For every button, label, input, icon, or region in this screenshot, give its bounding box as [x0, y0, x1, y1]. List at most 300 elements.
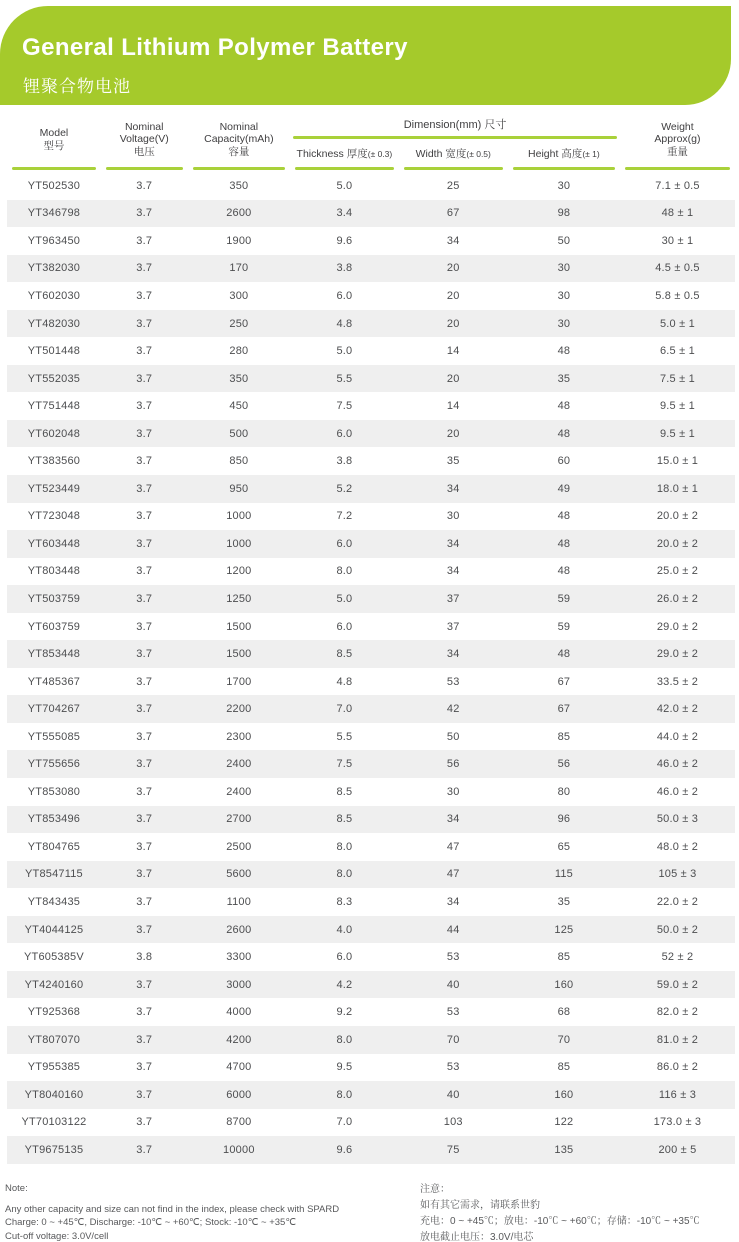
weight-header-cn: 重量	[666, 145, 688, 158]
cell-width: 47	[446, 840, 460, 853]
cell-weight: 82.0 ± 2	[656, 1006, 699, 1019]
cell-voltage: 3.7	[136, 427, 153, 440]
cell-thickness: 8.5	[336, 785, 353, 798]
cell-capacity: 2400	[226, 758, 252, 771]
cell-height: 30	[557, 289, 571, 302]
table-row	[7, 585, 735, 613]
table-row	[7, 530, 735, 558]
cell-thickness: 7.0	[336, 1116, 353, 1129]
cell-voltage: 3.7	[136, 207, 153, 220]
cell-thickness: 5.0	[336, 179, 353, 192]
cell-height: 80	[557, 785, 571, 798]
cell-height: 50	[557, 234, 571, 247]
cell-voltage: 3.7	[136, 455, 153, 468]
cell-weight: 26.0 ± 2	[656, 592, 699, 605]
column-header-dimension-group	[290, 112, 620, 139]
cell-voltage: 3.7	[136, 868, 153, 881]
cell-capacity: 850	[229, 455, 249, 468]
cell-capacity: 450	[229, 400, 249, 413]
height-tolerance: (± 1)	[582, 148, 600, 159]
cell-height: 59	[557, 620, 571, 633]
dimension-group-label: Dimension(mm) 尺寸	[403, 119, 507, 131]
table-row	[7, 310, 735, 338]
table-row	[7, 282, 735, 310]
table-row	[7, 723, 735, 751]
cell-voltage: 3.7	[136, 400, 153, 413]
cell-weight: 9.5 ± 1	[659, 427, 695, 440]
cell-width: 34	[446, 234, 460, 247]
cell-width: 14	[446, 400, 460, 413]
cell-weight: 9.5 ± 1	[659, 400, 695, 413]
table-row	[7, 447, 735, 475]
cell-height: 35	[557, 372, 571, 385]
cell-model: YT4240160	[24, 978, 84, 991]
model-header-cn: 型号	[43, 139, 65, 152]
cell-thickness: 9.6	[336, 1143, 353, 1156]
cell-height: 135	[554, 1143, 574, 1156]
cell-thickness: 5.5	[336, 372, 353, 385]
cell-capacity: 1500	[226, 648, 252, 661]
cell-voltage: 3.7	[136, 1143, 153, 1156]
table-row	[7, 558, 735, 586]
cell-width: 34	[446, 537, 460, 550]
cell-width: 20	[446, 317, 460, 330]
cell-thickness: 4.8	[336, 317, 353, 330]
cell-width: 53	[446, 951, 460, 964]
cell-model: YT602048	[27, 427, 81, 440]
table-row	[7, 613, 735, 641]
cell-voltage: 3.7	[136, 1088, 153, 1101]
cell-voltage: 3.7	[136, 675, 153, 688]
cell-voltage: 3.7	[136, 262, 153, 275]
cell-thickness: 4.8	[336, 675, 353, 688]
cell-capacity: 350	[229, 372, 249, 385]
note-line2-cn: 充电：0 ~ +45℃；放电：-10℃ ~ +60℃；存储：-10℃ ~ +35℃	[420, 1216, 700, 1227]
cell-voltage: 3.7	[136, 565, 153, 578]
cell-width: 34	[446, 895, 460, 908]
cell-capacity: 300	[229, 289, 249, 302]
cell-height: 85	[557, 951, 571, 964]
table-body	[7, 172, 735, 1164]
cell-weight: 20.0 ± 2	[656, 537, 699, 550]
cell-height: 160	[554, 978, 574, 991]
cell-capacity: 2200	[226, 703, 252, 716]
cell-capacity: 2300	[226, 730, 252, 743]
cell-capacity: 500	[229, 427, 249, 440]
cell-voltage: 3.7	[136, 895, 153, 908]
cell-capacity: 1900	[226, 234, 252, 247]
cell-width: 56	[446, 758, 460, 771]
cell-thickness: 8.5	[336, 813, 353, 826]
footer-notes	[5, 1182, 735, 1242]
cell-width: 67	[446, 207, 460, 220]
thickness-header-label: Thickness 厚度	[296, 147, 368, 160]
cell-weight: 116 ± 3	[658, 1088, 697, 1101]
cell-voltage: 3.7	[136, 317, 153, 330]
note-line1-cn: 如有其它需求，请联系世豹	[420, 1200, 540, 1211]
cell-model: YT4044125	[24, 923, 84, 936]
cell-model: YT803448	[27, 565, 81, 578]
cell-weight: 25.0 ± 2	[656, 565, 699, 578]
cell-model: YT503759	[27, 592, 81, 605]
cell-model: YT9675135	[24, 1143, 84, 1156]
cell-thickness: 5.5	[336, 730, 353, 743]
cell-width: 34	[446, 482, 460, 495]
cell-thickness: 6.0	[336, 427, 353, 440]
cell-capacity: 3000	[226, 978, 252, 991]
cell-height: 60	[557, 455, 571, 468]
cell-height: 49	[557, 482, 571, 495]
cell-height: 48	[557, 537, 571, 550]
cell-height: 48	[557, 345, 571, 358]
table-header	[7, 112, 735, 170]
cell-capacity: 4200	[226, 1033, 252, 1046]
cell-capacity: 2400	[226, 785, 252, 798]
cell-model: YT853080	[27, 785, 81, 798]
model-header-en: Model	[39, 127, 69, 139]
cell-voltage: 3.7	[136, 730, 153, 743]
cell-width: 37	[446, 620, 460, 633]
cell-height: 30	[557, 262, 571, 275]
thickness-header-underline	[295, 167, 393, 170]
cell-voltage: 3.7	[136, 758, 153, 771]
cell-thickness: 3.4	[336, 207, 353, 220]
cell-width: 14	[446, 345, 460, 358]
cell-voltage: 3.7	[136, 840, 153, 853]
weight-header-underline	[625, 167, 730, 170]
cell-capacity: 1000	[226, 537, 252, 550]
cell-model: YT383560	[27, 455, 81, 468]
cell-width: 40	[446, 1088, 460, 1101]
cell-voltage: 3.7	[136, 1061, 153, 1074]
table-row	[7, 1026, 735, 1054]
cell-model: YT704267	[27, 703, 81, 716]
cell-capacity: 4000	[226, 1006, 252, 1019]
table-row	[7, 337, 735, 365]
cell-model: YT955385	[27, 1061, 81, 1074]
cell-weight: 22.0 ± 2	[656, 895, 699, 908]
cell-weight: 200 ± 5	[658, 1143, 697, 1156]
cell-model: YT853496	[27, 813, 81, 826]
cell-height: 30	[557, 317, 571, 330]
cell-model: YT603448	[27, 537, 81, 550]
table-row	[7, 172, 735, 200]
column-header-voltage	[101, 112, 188, 170]
table-row	[7, 750, 735, 778]
page-title: General Lithium Polymer Battery	[22, 34, 408, 61]
cell-weight: 48.0 ± 2	[656, 840, 699, 853]
table-row	[7, 998, 735, 1026]
cell-height: 48	[557, 565, 571, 578]
table-row	[7, 916, 735, 944]
cell-thickness: 8.0	[336, 1088, 353, 1101]
table-row	[7, 200, 735, 228]
table-row	[7, 1109, 735, 1137]
cell-height: 59	[557, 592, 571, 605]
cell-voltage: 3.7	[136, 289, 153, 302]
column-header-model	[7, 112, 101, 170]
cell-model: YT804765	[27, 840, 81, 853]
column-header-weight	[620, 112, 735, 170]
cell-weight: 30 ± 1	[661, 234, 694, 247]
cell-weight: 20.0 ± 2	[656, 510, 699, 523]
cell-capacity: 2700	[226, 813, 252, 826]
table-row	[7, 861, 735, 889]
cell-width: 20	[446, 372, 460, 385]
cell-width: 35	[446, 455, 460, 468]
cell-voltage: 3.8	[136, 951, 153, 964]
table-row	[7, 1136, 735, 1164]
cell-capacity: 1700	[226, 675, 252, 688]
cell-model: YT346798	[27, 207, 81, 220]
notes-english	[5, 1182, 420, 1242]
cell-model: YT555085	[27, 730, 81, 743]
cell-thickness: 8.3	[336, 895, 353, 908]
cell-height: 70	[557, 1033, 571, 1046]
cell-height: 160	[554, 1088, 574, 1101]
column-header-height	[508, 139, 620, 170]
note-heading-cn: 注意：	[420, 1184, 450, 1195]
cell-width: 25	[446, 179, 460, 192]
cell-capacity: 1500	[226, 620, 252, 633]
cell-thickness: 9.2	[336, 1006, 353, 1019]
table-row	[7, 888, 735, 916]
cell-width: 34	[446, 648, 460, 661]
cell-width: 103	[443, 1116, 463, 1129]
cell-thickness: 8.5	[336, 648, 353, 661]
cell-thickness: 6.0	[336, 620, 353, 633]
capacity-header-en1: Nominal	[219, 120, 259, 133]
note-line3-cn: 放电截止电压：3.0V/电芯	[420, 1232, 534, 1242]
cell-voltage: 3.7	[136, 482, 153, 495]
model-header-underline	[12, 167, 96, 170]
cell-voltage: 3.7	[136, 592, 153, 605]
note-line3-en: Cut-off voltage: 3.0V/cell	[5, 1230, 109, 1242]
cell-thickness: 7.2	[336, 510, 353, 523]
cell-height: 68	[557, 1006, 571, 1019]
cell-thickness: 6.0	[336, 289, 353, 302]
cell-width: 34	[446, 565, 460, 578]
cell-voltage: 3.7	[136, 372, 153, 385]
thickness-tolerance: (± 0.3)	[367, 148, 393, 159]
note-line2-en: Charge: 0 ~ +45℃, Discharge: -10℃ ~ +60℃; Stock: -10℃ ~ +35℃	[5, 1217, 296, 1228]
cell-weight: 42.0 ± 2	[656, 703, 699, 716]
notes-chinese	[420, 1182, 735, 1242]
cell-thickness: 4.0	[336, 923, 353, 936]
cell-capacity: 950	[229, 482, 249, 495]
cell-width: 50	[446, 730, 460, 743]
cell-thickness: 6.0	[336, 537, 353, 550]
cell-model: YT963450	[27, 234, 81, 247]
table-row	[7, 833, 735, 861]
cell-thickness: 7.5	[336, 758, 353, 771]
cell-height: 35	[557, 895, 571, 908]
cell-weight: 29.0 ± 2	[656, 648, 699, 661]
table-row	[7, 943, 735, 971]
height-header-label: Height 高度	[528, 147, 583, 160]
cell-voltage: 3.7	[136, 785, 153, 798]
table-row	[7, 1054, 735, 1082]
cell-voltage: 3.7	[136, 234, 153, 247]
cell-height: 85	[557, 730, 571, 743]
cell-model: YT8040160	[24, 1088, 84, 1101]
cell-voltage: 3.7	[136, 703, 153, 716]
cell-height: 67	[557, 703, 571, 716]
cell-capacity: 1200	[226, 565, 252, 578]
cell-capacity: 10000	[223, 1143, 255, 1156]
cell-thickness: 8.0	[336, 840, 353, 853]
cell-height: 125	[554, 923, 574, 936]
cell-voltage: 3.7	[136, 978, 153, 991]
spec-table	[7, 172, 735, 1164]
cell-width: 20	[446, 289, 460, 302]
cell-thickness: 8.0	[336, 1033, 353, 1046]
cell-width: 75	[446, 1143, 460, 1156]
table-row	[7, 668, 735, 696]
voltage-header-underline	[106, 167, 183, 170]
cell-model: YT723048	[27, 510, 81, 523]
cell-weight: 46.0 ± 2	[656, 785, 699, 798]
cell-thickness: 4.2	[336, 978, 353, 991]
cell-height: 85	[557, 1061, 571, 1074]
cell-height: 98	[557, 207, 571, 220]
cell-model: YT552035	[27, 372, 81, 385]
cell-capacity: 170	[229, 262, 249, 275]
cell-model: YT485367	[27, 675, 81, 688]
cell-model: YT605385V	[24, 951, 84, 964]
cell-weight: 50.0 ± 2	[656, 923, 699, 936]
cell-model: YT925368	[27, 1006, 81, 1019]
table-row	[7, 1081, 735, 1109]
cell-width: 30	[446, 510, 460, 523]
cell-thickness: 3.8	[336, 262, 353, 275]
cell-model: YT523449	[27, 482, 81, 495]
cell-weight: 15.0 ± 1	[656, 455, 699, 468]
table-row	[7, 475, 735, 503]
cell-capacity: 2500	[226, 840, 252, 853]
cell-width: 53	[446, 1061, 460, 1074]
cell-height: 56	[557, 758, 571, 771]
cell-thickness: 7.5	[336, 400, 353, 413]
column-header-thickness	[290, 139, 398, 170]
cell-weight: 5.8 ± 0.5	[655, 289, 700, 302]
cell-capacity: 280	[229, 345, 249, 358]
cell-width: 42	[446, 703, 460, 716]
capacity-header-en2: Capacity(mAh)	[204, 133, 274, 146]
cell-weight: 59.0 ± 2	[656, 978, 699, 991]
cell-capacity: 4700	[226, 1061, 252, 1074]
cell-height: 48	[557, 510, 571, 523]
cell-capacity: 6000	[226, 1088, 252, 1101]
cell-width: 34	[446, 813, 460, 826]
table-row	[7, 420, 735, 448]
cell-model: YT70103122	[21, 1116, 87, 1129]
cell-width: 20	[446, 262, 460, 275]
cell-weight: 48 ± 1	[661, 207, 694, 220]
cell-thickness: 5.0	[336, 592, 353, 605]
cell-weight: 33.5 ± 2	[656, 675, 699, 688]
cell-model: YT501448	[27, 345, 81, 358]
cell-weight: 50.0 ± 3	[656, 813, 699, 826]
cell-weight: 44.0 ± 2	[656, 730, 699, 743]
cell-weight: 7.5 ± 1	[659, 372, 695, 385]
cell-height: 67	[557, 675, 571, 688]
cell-width: 40	[446, 978, 460, 991]
cell-width: 30	[446, 785, 460, 798]
cell-height: 96	[557, 813, 571, 826]
table-row	[7, 255, 735, 283]
voltage-header-en2: Voltage(V)	[119, 133, 169, 146]
cell-capacity: 3300	[226, 951, 252, 964]
table-row	[7, 392, 735, 420]
cell-model: YT751448	[27, 400, 81, 413]
cell-voltage: 3.7	[136, 1116, 153, 1129]
cell-voltage: 3.7	[136, 179, 153, 192]
cell-weight: 6.5 ± 1	[659, 345, 695, 358]
cell-capacity: 2600	[226, 923, 252, 936]
cell-thickness: 7.0	[336, 703, 353, 716]
table-row	[7, 503, 735, 531]
cell-voltage: 3.7	[136, 648, 153, 661]
cell-weight: 173.0 ± 3	[653, 1116, 702, 1129]
cell-thickness: 5.2	[336, 482, 353, 495]
table-row	[7, 695, 735, 723]
page-banner	[0, 6, 731, 105]
cell-model: YT755656	[27, 758, 81, 771]
cell-width: 53	[446, 1006, 460, 1019]
cell-model: YT602030	[27, 289, 81, 302]
height-header-underline	[513, 167, 615, 170]
cell-thickness: 8.0	[336, 868, 353, 881]
cell-thickness: 9.6	[336, 234, 353, 247]
cell-weight: 105 ± 3	[658, 868, 697, 881]
cell-width: 70	[446, 1033, 460, 1046]
weight-header-en2: Approx(g)	[654, 133, 701, 146]
capacity-header-cn: 容量	[228, 145, 250, 158]
cell-thickness: 5.0	[336, 345, 353, 358]
cell-weight: 5.0 ± 1	[659, 317, 695, 330]
column-header-capacity	[188, 112, 291, 170]
cell-voltage: 3.7	[136, 537, 153, 550]
cell-model: YT382030	[27, 262, 81, 275]
column-header-width	[399, 139, 508, 170]
cell-voltage: 3.7	[136, 1006, 153, 1019]
cell-height: 65	[557, 840, 571, 853]
cell-capacity: 8700	[226, 1116, 252, 1129]
cell-weight: 86.0 ± 2	[656, 1061, 699, 1074]
cell-weight: 81.0 ± 2	[656, 1033, 699, 1046]
cell-weight: 7.1 ± 0.5	[655, 179, 700, 192]
table-row	[7, 971, 735, 999]
capacity-header-underline	[193, 167, 286, 170]
cell-voltage: 3.7	[136, 813, 153, 826]
cell-model: YT502530	[27, 179, 81, 192]
cell-model: YT843435	[27, 895, 81, 908]
table-row	[7, 640, 735, 668]
table-row	[7, 778, 735, 806]
cell-weight: 29.0 ± 2	[656, 620, 699, 633]
voltage-header-en1: Nominal	[124, 120, 164, 133]
note-line1-en: Any other capacity and size can not find in the index, please check with SPARD	[5, 1203, 340, 1215]
cell-thickness: 6.0	[336, 951, 353, 964]
cell-width: 53	[446, 675, 460, 688]
table-row	[7, 227, 735, 255]
cell-width: 44	[446, 923, 460, 936]
cell-height: 48	[557, 648, 571, 661]
cell-height: 48	[557, 400, 571, 413]
cell-capacity: 1250	[226, 592, 252, 605]
cell-voltage: 3.7	[136, 620, 153, 633]
